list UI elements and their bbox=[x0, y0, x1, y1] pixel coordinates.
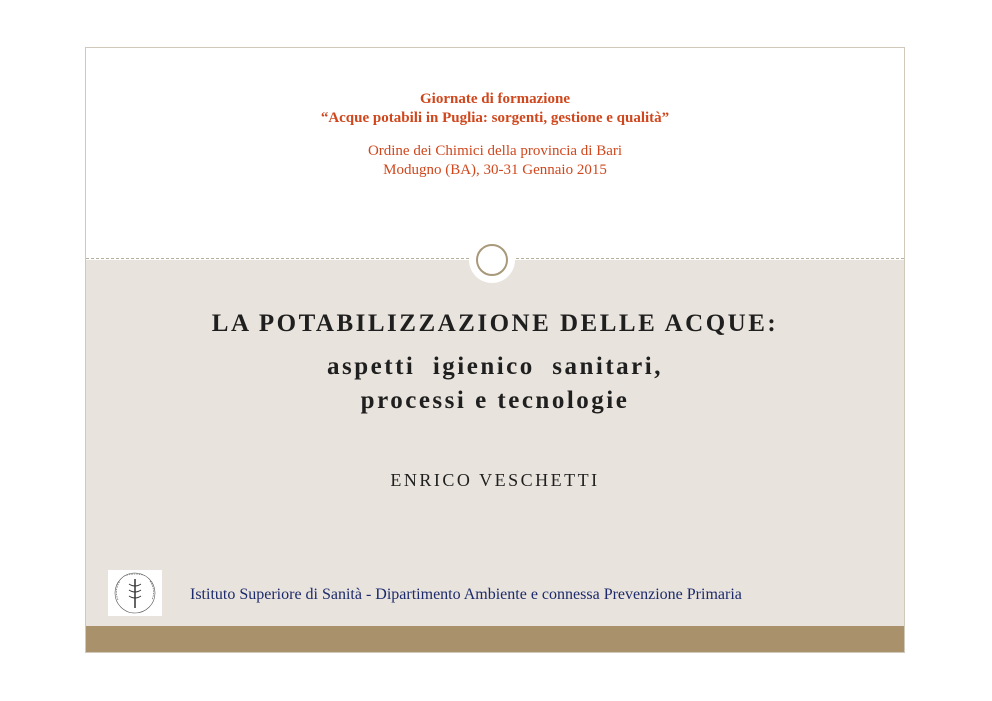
slide-header-area bbox=[86, 48, 904, 258]
author-name: ENRICO VESCHETTI bbox=[390, 470, 600, 490]
organizer: Ordine dei Chimici della provincia di Bari bbox=[367, 143, 623, 159]
subtitle-line-1: aspetti igienico sanitari, bbox=[327, 353, 663, 380]
event-subtitle: “Acque potabili in Puglia: sorgenti, gestione e qualità” bbox=[320, 110, 670, 126]
subtitle-line-2: processi e tecnologie bbox=[360, 387, 630, 414]
event-title: Giornate di formazione bbox=[420, 91, 570, 107]
presentation-title: LA POTABILIZZAZIONE DELLE ACQUE: bbox=[211, 310, 779, 337]
presentation-subtitle bbox=[86, 350, 904, 418]
slide bbox=[85, 47, 905, 653]
divider-ring-icon bbox=[476, 244, 508, 276]
footer-bar bbox=[86, 626, 904, 653]
event-info bbox=[86, 90, 904, 180]
istituto-superiore-sanita-seal-icon bbox=[108, 570, 162, 616]
institute-name: Istituto Superiore di Sanità - Dipartimento Ambiente e connessa Prevenzione Primaria bbox=[190, 586, 742, 603]
event-location-date: Modugno (BA), 30-31 Gennaio 2015 bbox=[383, 162, 607, 178]
